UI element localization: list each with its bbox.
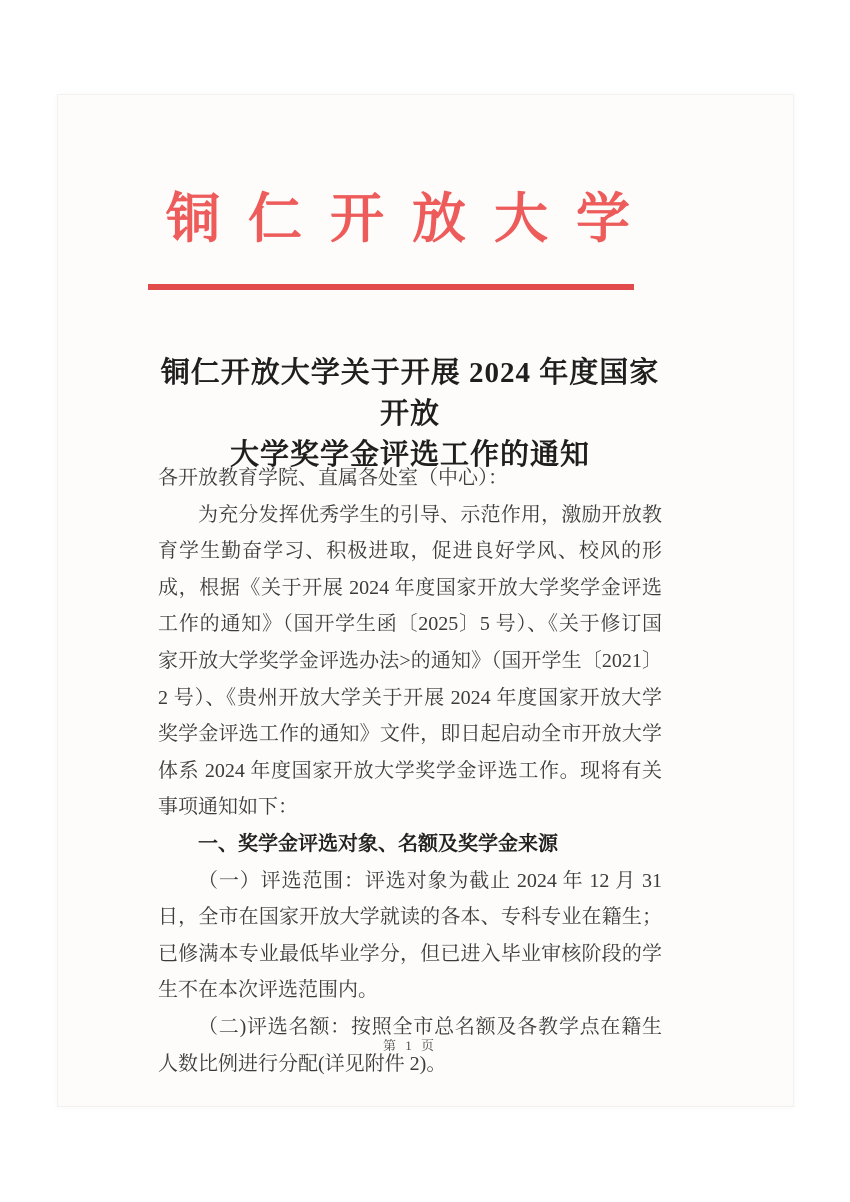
document-title	[158, 353, 662, 476]
letterhead-divider-rule	[148, 284, 634, 290]
document-page	[57, 94, 794, 1107]
document-title-line2: 大学奖学金评选工作的通知	[229, 439, 590, 471]
document-title-line1: 铜仁开放大学关于开展 2024 年度国家开放	[160, 357, 660, 430]
letterhead-university-name: 铜仁开放大学	[166, 189, 658, 249]
intro-paragraph: 为充分发挥优秀学生的引导、示范作用，激励开放教育学生勤奋学习、积极进取，促进良好学风、校风的形成，根据《关于开展 2024 年度国家开放大学奖学金评选工作的通知》（国开学生函〔2025〕5 号）、《关于修订国家开放大学奖学金评选办法>的通知》（国开学生〔2021〕2 号）、《贵州开放大学关于开展 2024 年度国家开放大学奖学金评选工作的通知》文件，即日起启动全市开放大学体系 2024 年度国家开放大学奖学金评选工作。现将有关事项通知如下：	[158, 503, 662, 819]
section1-heading: 一、奖学金评选对象、名额及奖学金来源	[198, 832, 558, 855]
item2-paragraph: （二)评选名额：按照全市总名额及各教学点在籍生人数比例进行分配(详见附件 2)。	[158, 1015, 662, 1075]
page-number: 第 1 页	[382, 1038, 437, 1053]
document-body	[158, 460, 662, 1082]
salutation-line: 各开放教育学院、直属各处室（中心）：	[158, 467, 508, 489]
item1-paragraph: （一）评选范围：评选对象为截止 2024 年 12 月 31 日，全市在国家开放大学就读的各本、专科专业在籍生；已修满本专业最低毕业学分，但已进入毕业审核阶段的学生不在本次评选范围内。	[158, 869, 662, 1002]
